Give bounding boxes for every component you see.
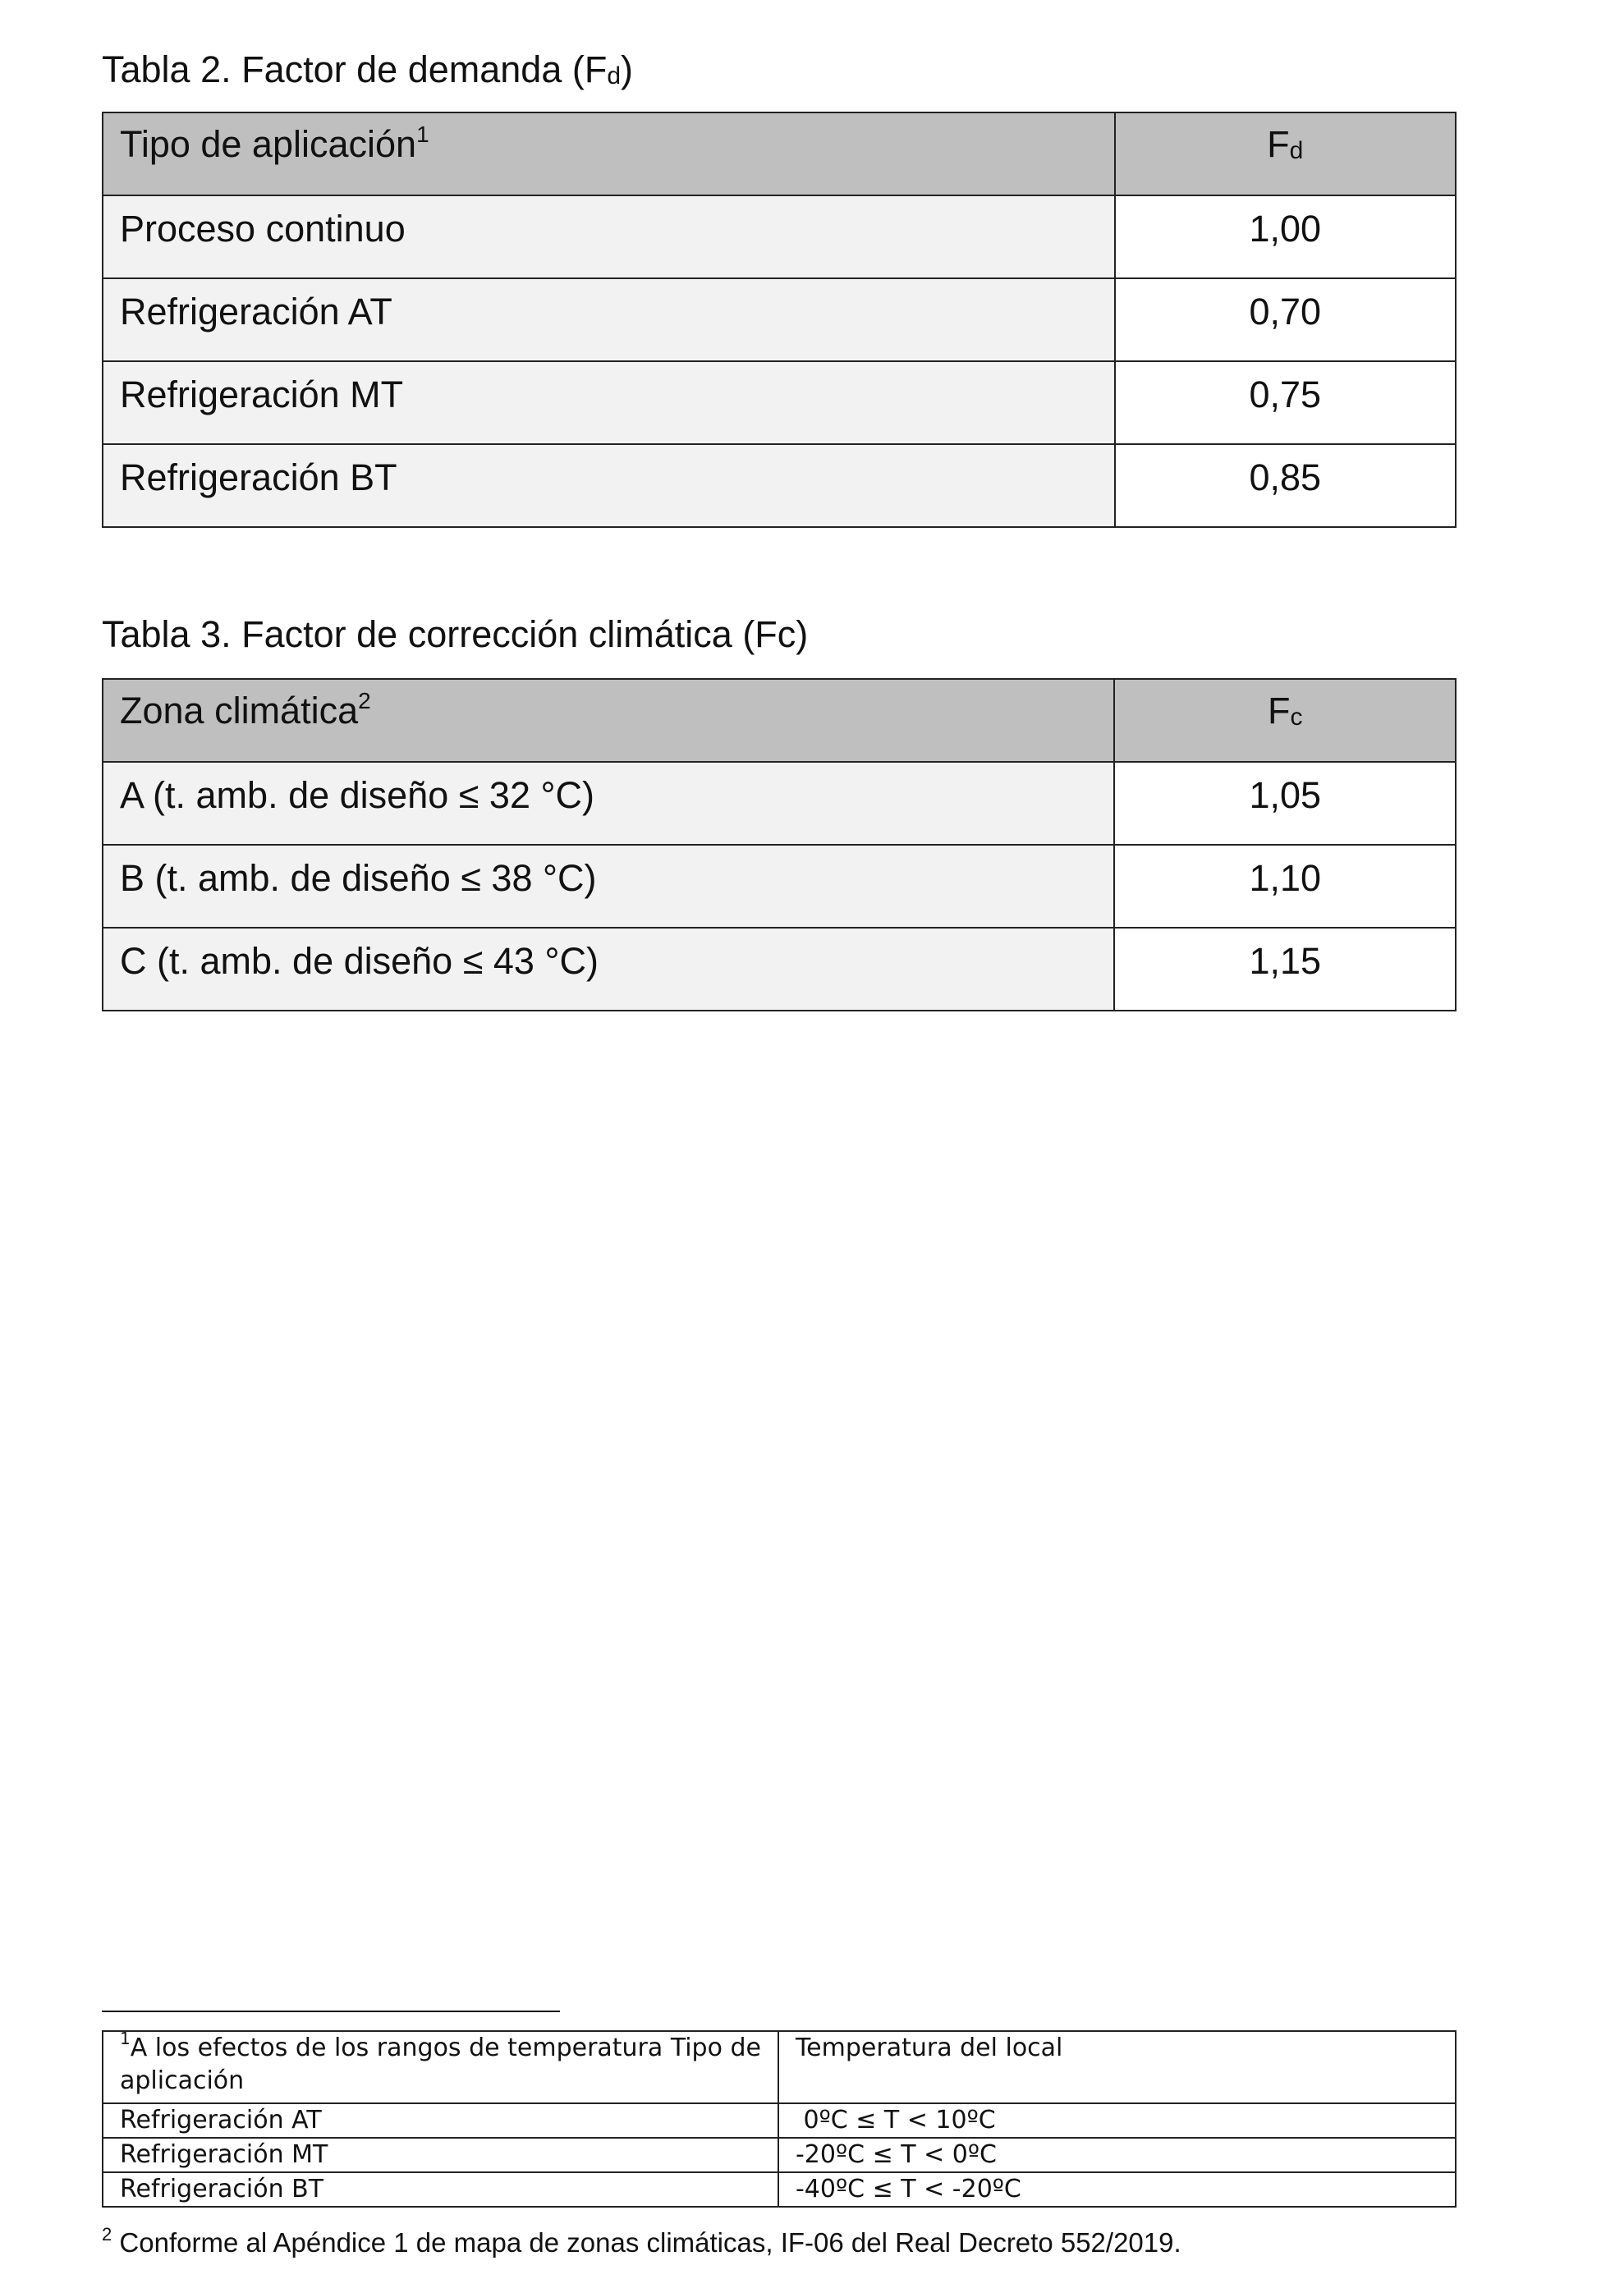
footnote1-row-value: -20ºC ≤ T < 0ºC — [778, 2138, 1456, 2172]
table-row — [103, 361, 1456, 444]
table3-row-value: 1,10 — [1114, 845, 1456, 928]
table2-header-fd — [1115, 112, 1457, 195]
table-row — [103, 845, 1456, 928]
footnote1-row-label: Refrigeración BT — [103, 2172, 778, 2207]
footnote1-header-row — [103, 2031, 1456, 2103]
table2-header-application-label: Tipo de aplicación — [120, 123, 417, 165]
table-row — [103, 2103, 1456, 2138]
table2-row-label: Refrigeración AT — [103, 278, 1115, 361]
footnote1-header-col2: Temperatura del local — [778, 2031, 1456, 2103]
table3-header-fc-main: F — [1267, 690, 1291, 731]
table3-row-value: 1,15 — [1114, 928, 1456, 1011]
table2-header-application — [103, 112, 1115, 195]
table2-row-label: Refrigeración MT — [103, 361, 1115, 444]
footnote1-marker: 1 — [120, 2029, 131, 2048]
footnote1-header-text: A los efectos de los rangos de temperatura Tipo de aplicación — [120, 2034, 761, 2095]
table3-row-label: A (t. amb. de diseño ≤ 32 °C) — [103, 762, 1114, 845]
table2-row-label: Proceso continuo — [103, 195, 1115, 278]
table3-header-fc — [1114, 679, 1456, 762]
footnote1-row-value: -40ºC ≤ T < -20ºC — [778, 2172, 1456, 2207]
footnote-separator — [102, 2011, 560, 2012]
footnote-ref-1: 1 — [416, 122, 429, 147]
table-row — [103, 444, 1456, 527]
footnote2 — [102, 2226, 1181, 2259]
table2-caption-text: Tabla 2. Factor de demanda (F — [102, 48, 608, 90]
table-row — [103, 195, 1456, 278]
table2-header-fd-main: F — [1267, 123, 1290, 165]
table2-row-label: Refrigeración BT — [103, 444, 1115, 527]
table3-header-row — [103, 679, 1456, 762]
table3-header-zone-label: Zona climática — [120, 690, 359, 731]
table3-header-zone — [103, 679, 1114, 762]
table-row — [103, 278, 1456, 361]
climate-correction-table — [102, 678, 1457, 1011]
table2-row-value: 0,85 — [1115, 444, 1457, 527]
table3-row-label: B (t. amb. de diseño ≤ 38 °C) — [103, 845, 1114, 928]
footnote1-header-col1 — [103, 2031, 778, 2103]
footnote1-row-label: Refrigeración MT — [103, 2138, 778, 2172]
table3-caption: Tabla 3. Factor de corrección climática (Fc) — [102, 613, 809, 655]
table-row — [103, 2172, 1456, 2207]
table2-header-row — [103, 112, 1456, 195]
table2-row-value: 1,00 — [1115, 195, 1457, 278]
table2-caption-subscript: d — [607, 62, 622, 89]
demand-factor-table — [102, 112, 1457, 528]
table3-row-value: 1,05 — [1114, 762, 1456, 845]
footnote-ref-2: 2 — [358, 688, 371, 713]
table3-header-fc-sub: c — [1290, 704, 1303, 731]
footnote1-table — [102, 2030, 1457, 2208]
table-row — [103, 928, 1456, 1011]
table2-caption-close: ) — [621, 48, 634, 90]
footnote1-row-value: 0ºC ≤ T < 10ºC — [778, 2103, 1456, 2138]
table2-header-fd-sub: d — [1289, 137, 1304, 164]
table2-row-value: 0,75 — [1115, 361, 1457, 444]
table-row — [103, 762, 1456, 845]
table3-row-label: C (t. amb. de diseño ≤ 43 °C) — [103, 928, 1114, 1011]
footnote2-text: Conforme al Apéndice 1 de mapa de zonas climáticas, IF-06 del Real Decreto 552/2019. — [112, 2227, 1181, 2258]
footnote1-row-label: Refrigeración AT — [103, 2103, 778, 2138]
table-row — [103, 2138, 1456, 2172]
table2-caption — [102, 48, 633, 99]
table2-row-value: 0,70 — [1115, 278, 1457, 361]
footnote2-marker: 2 — [102, 2224, 112, 2245]
